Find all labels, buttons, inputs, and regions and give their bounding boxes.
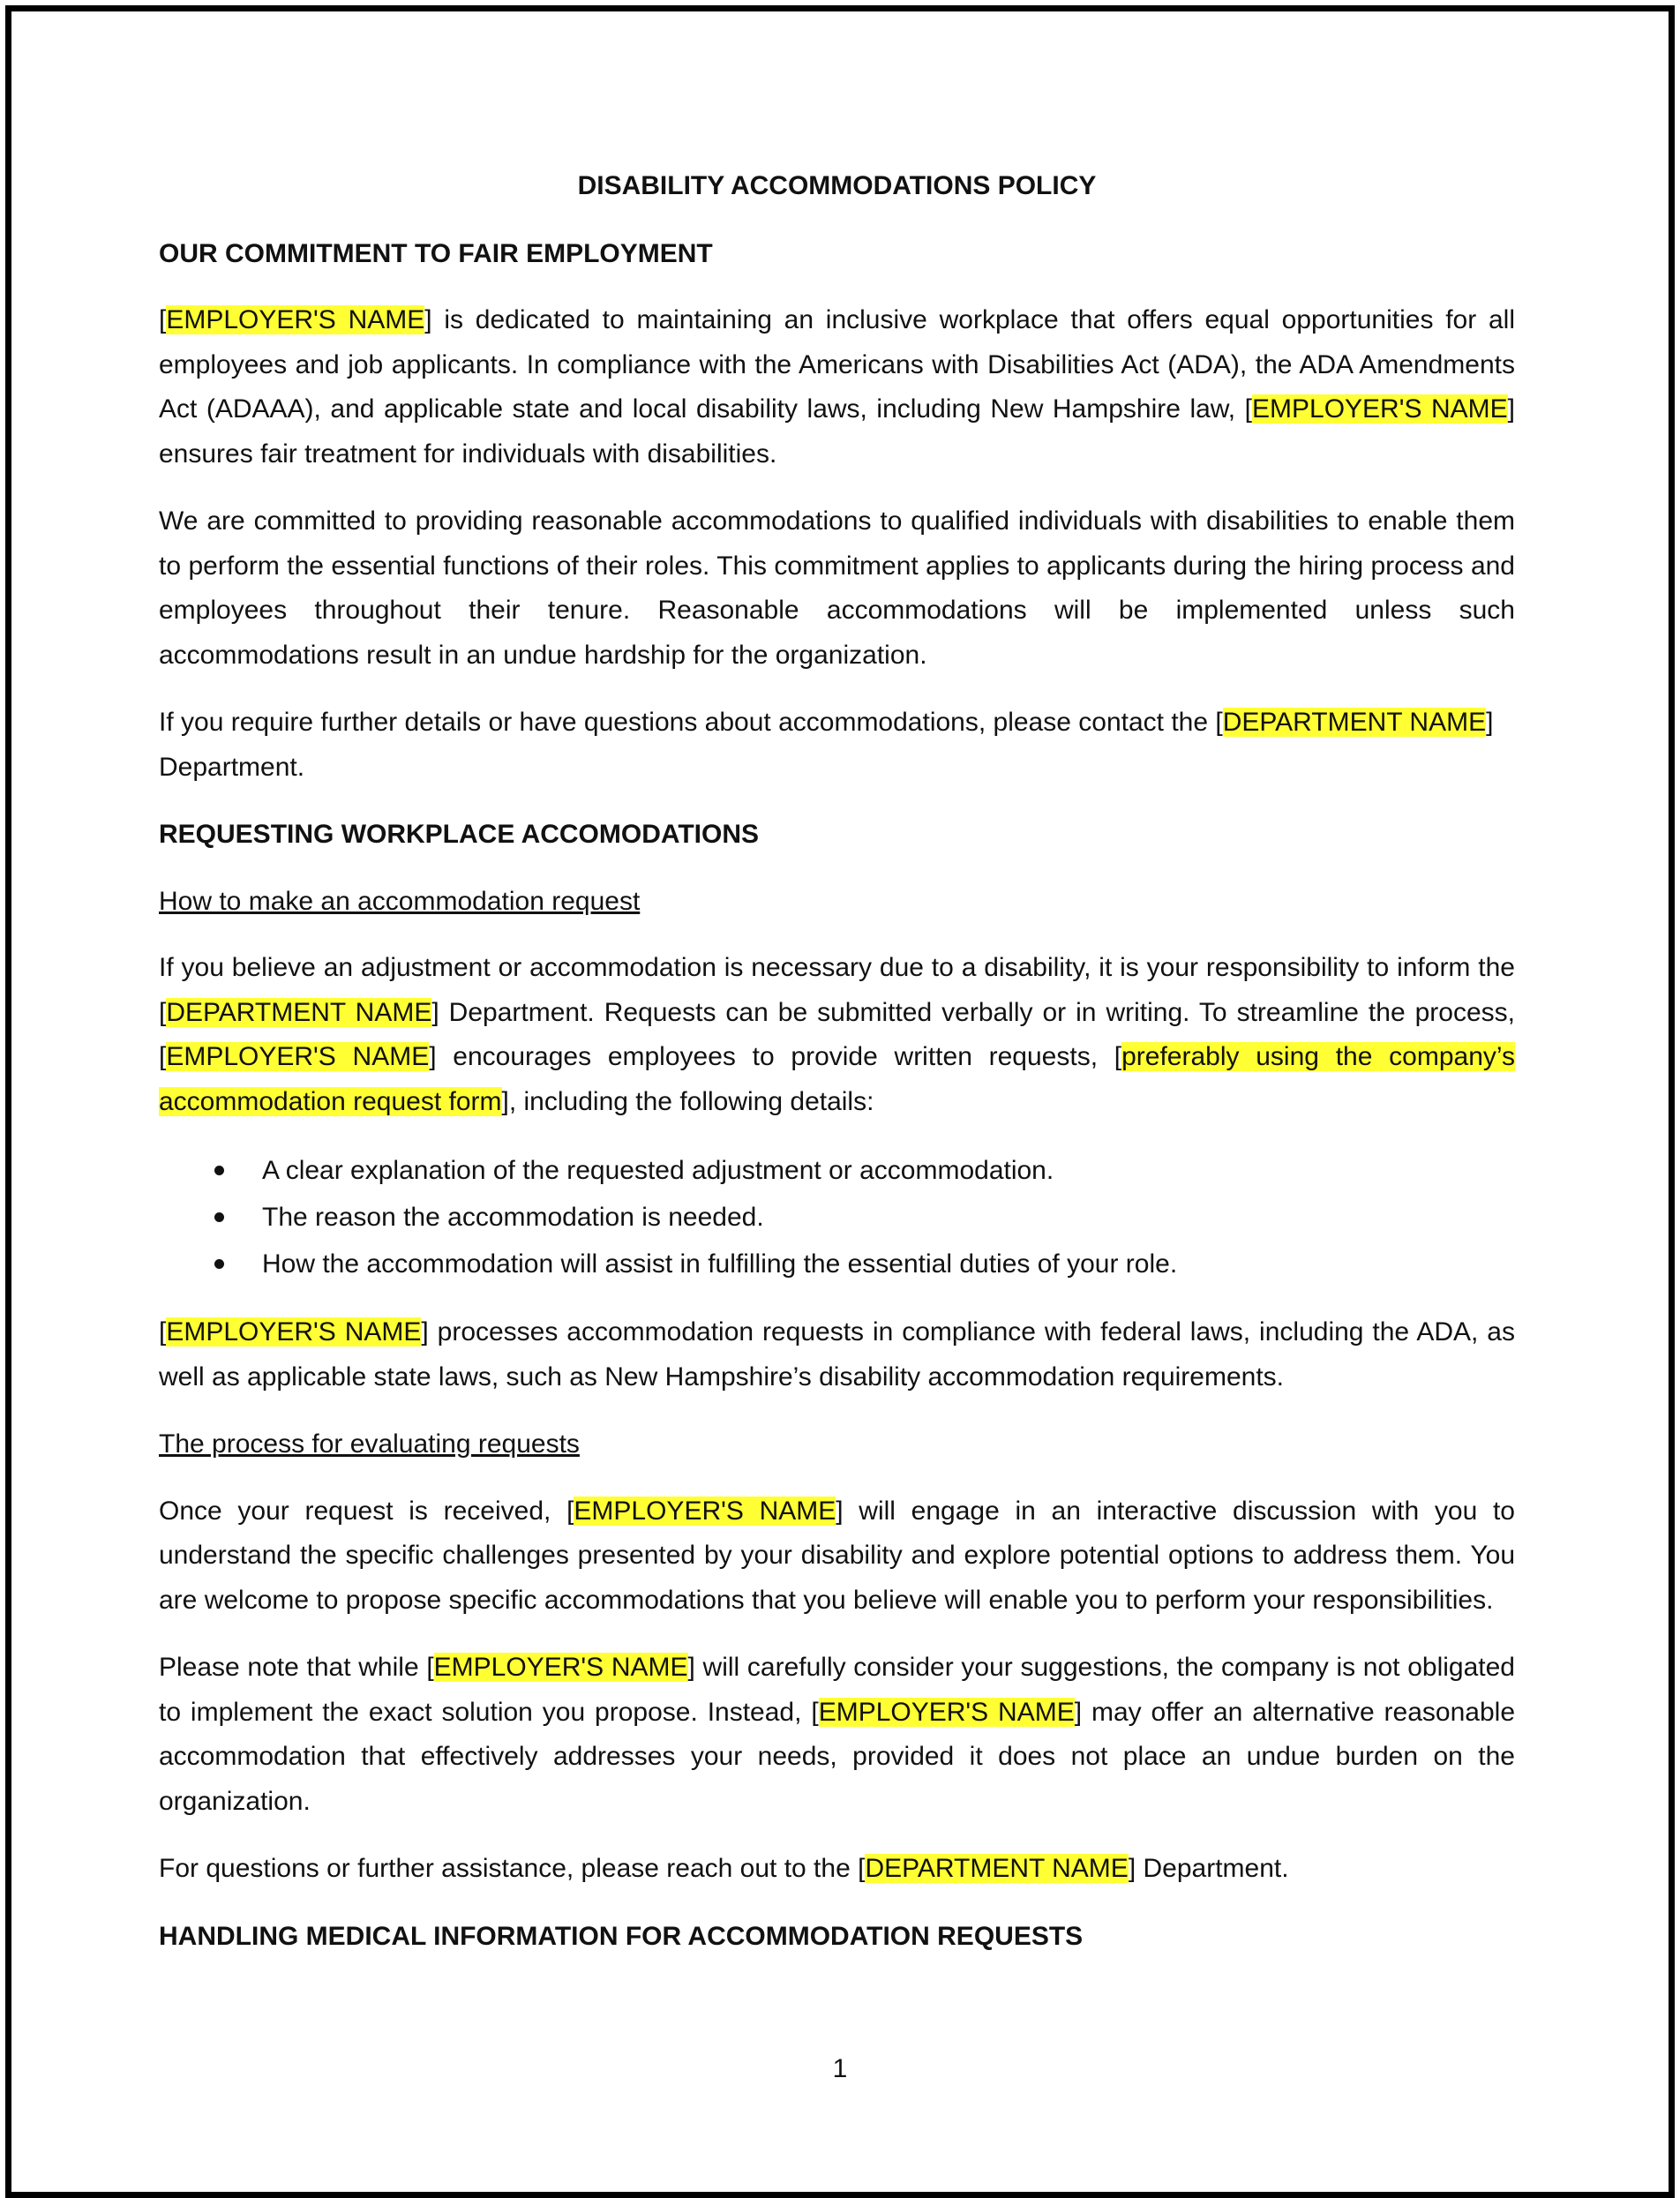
paragraph-commitment-accommodations: We are committed to providing reasonable accommodations to qualified individuals with disabilities to enable them to perform the essential functions of their roles. This commitment applies to applicants during the hiring process and employees throughout their tenure. Reasonable accommodations will be implemented unless such accommodations result in an undue hardship for the organization. bbox=[159, 506, 1515, 670]
text-run: ] ensures fair treatment for individuals with disabilities. bbox=[159, 394, 1515, 469]
request-details-list bbox=[159, 1147, 1515, 1287]
list-item bbox=[159, 1147, 1515, 1194]
bullet-icon bbox=[214, 1259, 224, 1269]
text-run: If you believe an adjustment or accommodation is necessary due to a disability, it is your responsibility to inform the [ bbox=[159, 953, 1515, 1027]
text-run: ] encourages employees to provide written requests, [ bbox=[429, 1042, 1122, 1071]
paragraph-contact-department bbox=[159, 701, 1515, 790]
subheading-how-to-request: How to make an accommodation request bbox=[159, 886, 641, 916]
text-run: ] Department. bbox=[1128, 1854, 1289, 1883]
paragraph-compliance bbox=[159, 1310, 1515, 1399]
text-run: For questions or further assistance, please reach out to the [ bbox=[159, 1854, 866, 1883]
list-item-text: The reason the accommodation is needed. bbox=[262, 1203, 764, 1232]
text-run: ] processes accommodation requests in compliance with federal laws, including the ADA, as well as applicable state laws, such as New Hampshire’s disability accommodation requirements. bbox=[159, 1317, 1515, 1392]
list-item-text: How the accommodation will assist in fulfilling the essential duties of your role. bbox=[262, 1249, 1178, 1279]
section-heading-commitment: OUR COMMITMENT TO FAIR EMPLOYMENT bbox=[159, 238, 713, 268]
text-run: ] may offer an alternative reasonable accommodation that effectively addresses your needs, provided it does not place an undue burden on the organization. bbox=[159, 1697, 1516, 1816]
document-body bbox=[159, 164, 1515, 1981]
text-run: Once your request is received, [ bbox=[159, 1496, 574, 1526]
text-run: ], including the following details: bbox=[501, 1086, 874, 1116]
placeholder-department-name: DEPARTMENT NAME bbox=[1222, 708, 1487, 737]
placeholder-employer-name: EMPLOYER'S NAME bbox=[433, 1653, 688, 1682]
placeholder-employer-name: EMPLOYER'S NAME bbox=[1252, 394, 1508, 424]
list-item bbox=[159, 1241, 1515, 1287]
placeholder-employer-name: EMPLOYER'S NAME bbox=[574, 1496, 836, 1526]
placeholder-request-form: preferably using the company’s accommodation request form bbox=[159, 1042, 1516, 1116]
placeholder-department-name: DEPARTMENT NAME bbox=[865, 1854, 1129, 1883]
bullet-icon bbox=[214, 1166, 224, 1175]
paragraph-interactive-discussion bbox=[159, 1489, 1515, 1624]
paragraph-commitment-intro bbox=[159, 298, 1515, 476]
text-run: ] Department. Requests can be submitted verbally or in writing. To streamline the process, [ bbox=[159, 997, 1515, 1071]
text-run: If you require further details or have questions about accommodations, please contact the [ bbox=[159, 708, 1223, 737]
list-item-text: A clear explanation of the requested adjustment or accommodation. bbox=[262, 1156, 1054, 1185]
paragraph-further-assistance bbox=[159, 1847, 1515, 1892]
paragraph-request-instructions bbox=[159, 946, 1515, 1124]
text-run: ] Department. bbox=[159, 708, 1494, 782]
text-run: Please note that while [ bbox=[159, 1653, 434, 1682]
section-heading-requesting: REQUESTING WORKPLACE ACCOMODATIONS bbox=[159, 820, 759, 849]
placeholder-employer-name: EMPLOYER'S NAME bbox=[166, 305, 425, 334]
text-run: ] will carefully consider your suggestions, the company is not obligated to implement the exact solution you propose. Instead, [ bbox=[159, 1653, 1515, 1727]
placeholder-employer-name: EMPLOYER'S NAME bbox=[166, 1317, 422, 1347]
text-run: ] is dedicated to maintaining an inclusive workplace that offers equal opportunities for all employees and job applicants. In compliance with the Americans with Disabilities Act (ADA), the ADA Amendments Act (ADAAA), and applicable state and local disability laws, including New Hampshire law, [ bbox=[159, 305, 1516, 424]
text-run: [ bbox=[159, 1317, 167, 1347]
page-number: 1 bbox=[832, 2054, 848, 2083]
placeholder-employer-name: EMPLOYER'S NAME bbox=[166, 1042, 430, 1071]
list-item bbox=[159, 1194, 1515, 1241]
section-heading-medical-information: HANDLING MEDICAL INFORMATION FOR ACCOMMODATION REQUESTS bbox=[159, 1921, 1084, 1951]
placeholder-employer-name: EMPLOYER'S NAME bbox=[818, 1697, 1075, 1727]
text-run: ] will engage in an interactive discussion with you to understand the specific challenges presented by your disability and explore potential options to address them. You are welcome to propose specific accommodations that you believe will enable you to perform your responsibilities. bbox=[159, 1496, 1515, 1615]
bullet-icon bbox=[214, 1212, 224, 1222]
text-run: [ bbox=[159, 305, 167, 334]
placeholder-department-name: DEPARTMENT NAME bbox=[166, 997, 432, 1027]
paragraph-alternative-accommodation bbox=[159, 1646, 1515, 1824]
subheading-evaluating-requests: The process for evaluating requests bbox=[159, 1429, 580, 1459]
document-title: DISABILITY ACCOMMODATIONS POLICY bbox=[577, 171, 1097, 200]
